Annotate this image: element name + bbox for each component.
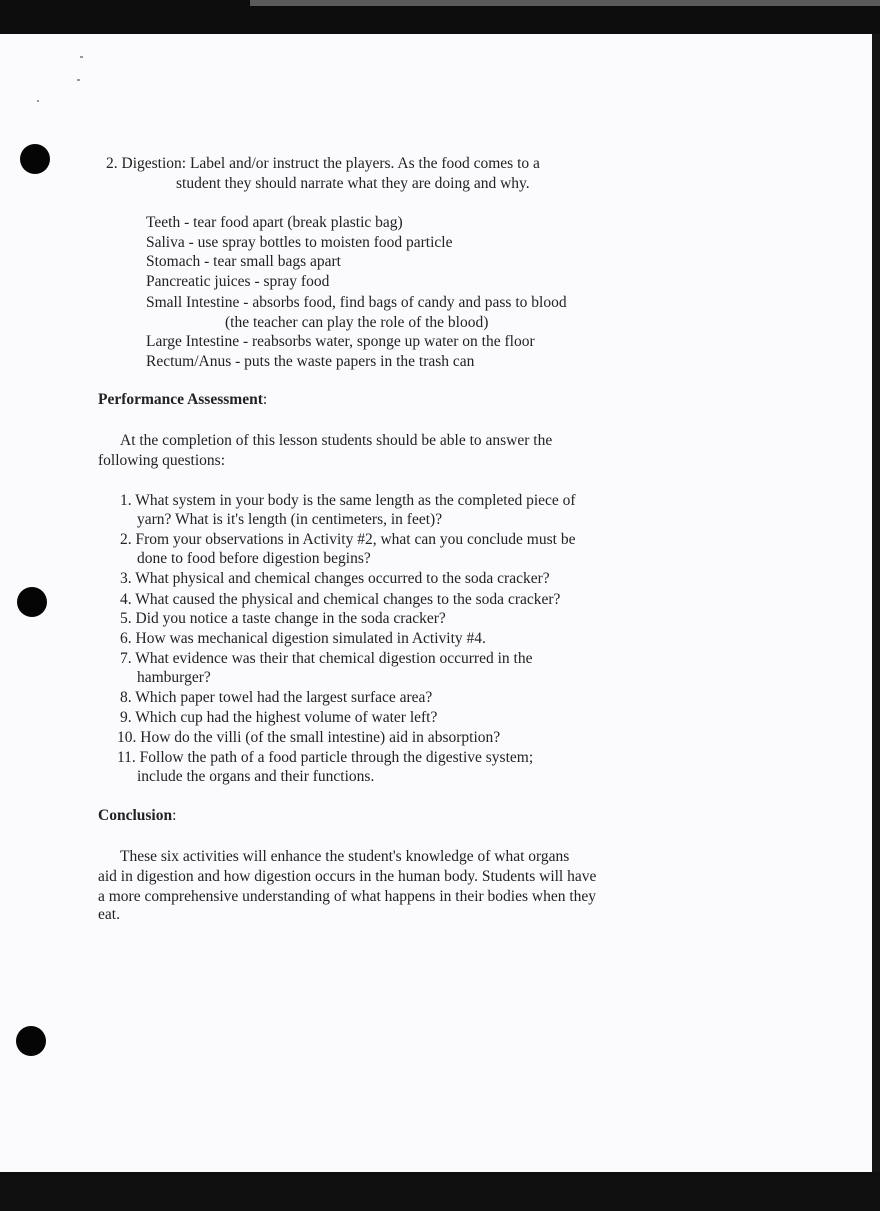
performance-intro-line2: following questions: xyxy=(98,452,226,469)
organ-item: Saliva - use spray bottles to moisten food particle xyxy=(146,234,453,251)
organ-item-note: (the teacher can play the role of the blood) xyxy=(225,314,489,331)
scan-speck xyxy=(37,100,39,102)
document-page xyxy=(0,34,872,1172)
performance-intro-line1: At the completion of this lesson students should be able to answer the xyxy=(120,432,553,449)
performance-heading-colon: : xyxy=(262,391,268,408)
section-digestion-line1: 2. Digestion: Label and/or instruct the players. As the food comes to a xyxy=(106,155,540,172)
punch-hole xyxy=(20,144,50,174)
question-item: 9. Which cup had the highest volume of water left? xyxy=(120,709,438,726)
punch-hole xyxy=(16,1026,46,1056)
conclusion-heading xyxy=(98,808,176,824)
scan-speck xyxy=(80,56,83,58)
question-item: 6. How was mechanical digestion simulated in Activity #4. xyxy=(120,630,486,647)
question-item: 3. What physical and chemical changes occurred to the soda cracker? xyxy=(120,570,550,587)
question-continuation: hamburger? xyxy=(137,669,211,686)
conclusion-line: aid in digestion and how digestion occurs in the human body. Students will have xyxy=(98,868,597,885)
question-continuation: done to food before digestion begins? xyxy=(137,550,371,567)
question-item: 5. Did you notice a taste change in the soda cracker? xyxy=(120,610,446,627)
organ-item: Stomach - tear small bags apart xyxy=(146,253,341,270)
organ-item: Teeth - tear food apart (break plastic bag) xyxy=(146,214,403,231)
scan-speck xyxy=(77,79,80,81)
question-item: 8. Which paper towel had the largest surface area? xyxy=(120,689,433,706)
question-continuation: include the organs and their functions. xyxy=(137,768,375,785)
question-item: 11. Follow the path of a food particle through the digestive system; xyxy=(117,749,534,766)
conclusion-heading-colon: : xyxy=(172,807,177,824)
organ-item: Large Intestine - reabsorbs water, sponge up water on the floor xyxy=(146,333,535,350)
question-item: 2. From your observations in Activity #2, what can you conclude must be xyxy=(120,531,576,548)
organ-item: Small Intestine - absorbs food, find bags of candy and pass to blood xyxy=(146,294,567,311)
performance-heading xyxy=(98,392,267,408)
section-digestion-line2: student they should narrate what they are doing and why. xyxy=(176,175,530,192)
question-item: 1. What system in your body is the same length as the completed piece of xyxy=(120,492,576,509)
question-item: 4. What caused the physical and chemical changes to the soda cracker? xyxy=(120,591,561,608)
punch-hole xyxy=(17,587,47,617)
organ-item: Pancreatic juices - spray food xyxy=(146,273,330,290)
performance-heading-text: Performance Assessment xyxy=(98,391,263,408)
question-item: 10. How do the villi (of the small intestine) aid in absorption? xyxy=(117,729,501,746)
scan-top-strip xyxy=(250,0,880,6)
conclusion-line: a more comprehensive understanding of what happens in their bodies when they xyxy=(98,888,597,905)
conclusion-heading-text: Conclusion xyxy=(98,807,173,824)
organ-item: Rectum/Anus - puts the waste papers in the trash can xyxy=(146,353,475,370)
question-item: 7. What evidence was their that chemical digestion occurred in the xyxy=(120,650,533,667)
conclusion-line: These six activities will enhance the student's knowledge of what organs xyxy=(120,848,570,865)
scan-bottom-border xyxy=(0,1172,880,1211)
conclusion-line: eat. xyxy=(98,906,120,923)
scan-right-border xyxy=(872,34,880,1172)
question-continuation: yarn? What is it's length (in centimeters, in feet)? xyxy=(137,511,443,528)
